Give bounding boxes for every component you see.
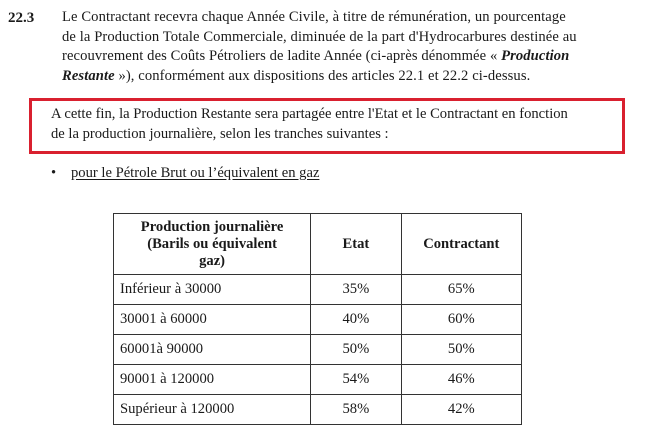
clause-paragraph xyxy=(62,8,627,86)
cell-production: Supérieur à 120000 xyxy=(114,395,311,425)
cell-etat: 50% xyxy=(311,335,401,365)
cell-etat: 58% xyxy=(311,395,401,425)
bullet-text: pour le Pétrole Brut ou l’équivalent en gaz xyxy=(71,165,320,181)
table-header-row xyxy=(114,214,522,275)
clause-line: Le Contractant recevra chaque Année Civile, à titre de rémunération, un pourcentage xyxy=(62,9,566,25)
cell-etat: 54% xyxy=(311,365,401,395)
clause-line xyxy=(62,47,627,67)
clause-line xyxy=(62,67,627,87)
table-row xyxy=(114,275,522,305)
bullet-icon: • xyxy=(51,165,57,181)
defined-term: Restante xyxy=(62,67,115,84)
bullet-item xyxy=(51,163,319,183)
cell-etat: 40% xyxy=(311,305,401,335)
header-production-line: Production journalière xyxy=(140,218,284,235)
clause-line-text: »), conformément aux dispositions des articles 22.1 et 22.2 ci-dessus. xyxy=(114,67,531,84)
cell-contractant: 42% xyxy=(401,395,521,425)
table-row xyxy=(114,335,522,365)
cell-contractant: 65% xyxy=(401,275,521,305)
clause-line-text: recouvrement des Coûts Pétroliers de ladite Année (ci-après dénommée « xyxy=(62,48,502,64)
highlighted-line: de la production journalière, selon les tranches suivantes : xyxy=(51,125,389,142)
cell-production: Inférieur à 30000 xyxy=(114,275,311,305)
table-row xyxy=(114,395,522,425)
header-etat: Etat xyxy=(311,214,401,275)
clause-number: 22.3 xyxy=(8,10,35,26)
table-row xyxy=(114,365,522,395)
production-sharing-table xyxy=(113,213,522,425)
highlighted-line: A cette fin, la Production Restante sera partagée entre l'Etat et le Contractant en fonction xyxy=(51,106,568,122)
cell-contractant: 46% xyxy=(401,365,521,395)
cell-production: 90001 à 120000 xyxy=(114,365,311,395)
cell-production: 30001 à 60000 xyxy=(114,305,311,335)
cell-contractant: 60% xyxy=(401,305,521,335)
cell-etat: 35% xyxy=(311,275,401,305)
header-production xyxy=(114,214,311,275)
cell-production: 60001à 90000 xyxy=(114,335,311,365)
cell-contractant: 50% xyxy=(401,335,521,365)
header-contractant: Contractant xyxy=(401,214,521,275)
clause-line: de la Production Totale Commerciale, diminuée de la part d'Hydrocarbures destinée au xyxy=(62,28,577,45)
highlighted-paragraph xyxy=(51,105,621,144)
header-production-line: (Barils ou équivalent xyxy=(147,235,277,252)
header-production-line: gaz) xyxy=(199,252,226,269)
defined-term: Production xyxy=(501,48,570,64)
table-row xyxy=(114,305,522,335)
